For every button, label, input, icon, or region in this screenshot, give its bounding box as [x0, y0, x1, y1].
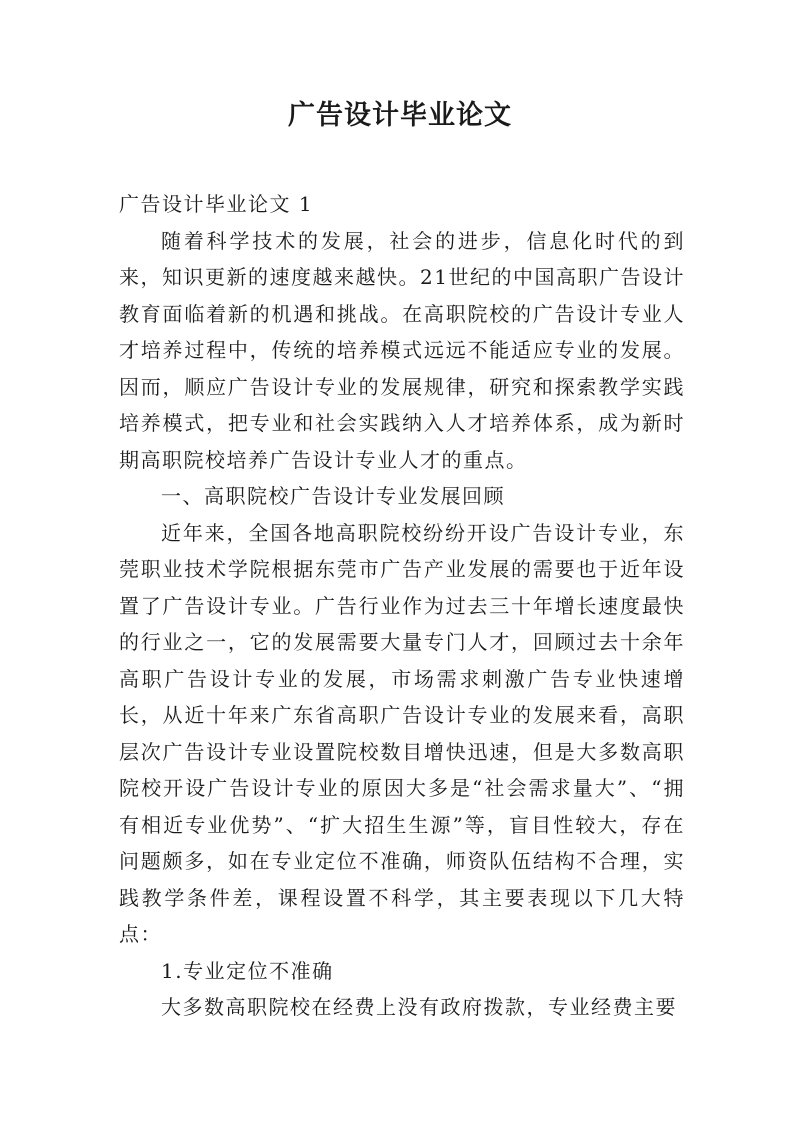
document-title: 广告设计毕业论文	[288, 100, 512, 131]
section-heading: 一、高职院校广告设计专业发展回顾	[161, 484, 505, 508]
paragraph-review: 近年来，全国各地高职院校纷纷开设广告设计专业，东莞职业技术学院根据东莞市广告产业发展的需要也于近年设置了广告设计专业。广告行业作为过去三十年增长速度最快的行业之一，它的发展需要大量专门人才，回顾过去十余年高职广告设计专业的发展，市场需求刺激广告专业快速增长，从近十年来广东省高职广告设计专业的发展来看，高职层次广告设计专业设置院校数目增快迅速，但是大多数高职院校开设广告设计专业的原因大多是“社会需求量大”、“拥有相近专业优势”、“扩大招生生源”等，盲目性较大，存在问题颇多，如在专业定位不准确，师资队伍结构不合理，实践教学条件差，课程设置不科学，其主要表现以下几大特点：	[119, 520, 685, 946]
document-body	[119, 186, 685, 1026]
paragraph-funding: 大多数高职院校在经费上没有政府拨款，专业经费主要	[161, 995, 677, 1019]
paragraph-intro: 随着科学技术的发展，社会的进步，信息化时代的到来，知识更新的速度越来越快。21世纪的中国高职广告设计教育面临着新的机遇和挑战。在高职院校的广告设计专业人才培养过程中，传统的培养模式远远不能适应专业的发展。因而，顺应广告设计专业的发展规律，研究和探索教学实践培养模式，把专业和社会实践纳入人才培养体系，成为新时期高职院校培养广告设计专业人才的重点。	[119, 228, 685, 472]
subsection-heading: 1.专业定位不准确	[161, 958, 334, 983]
section-subtitle: 广告设计毕业论文 1	[119, 192, 314, 216]
